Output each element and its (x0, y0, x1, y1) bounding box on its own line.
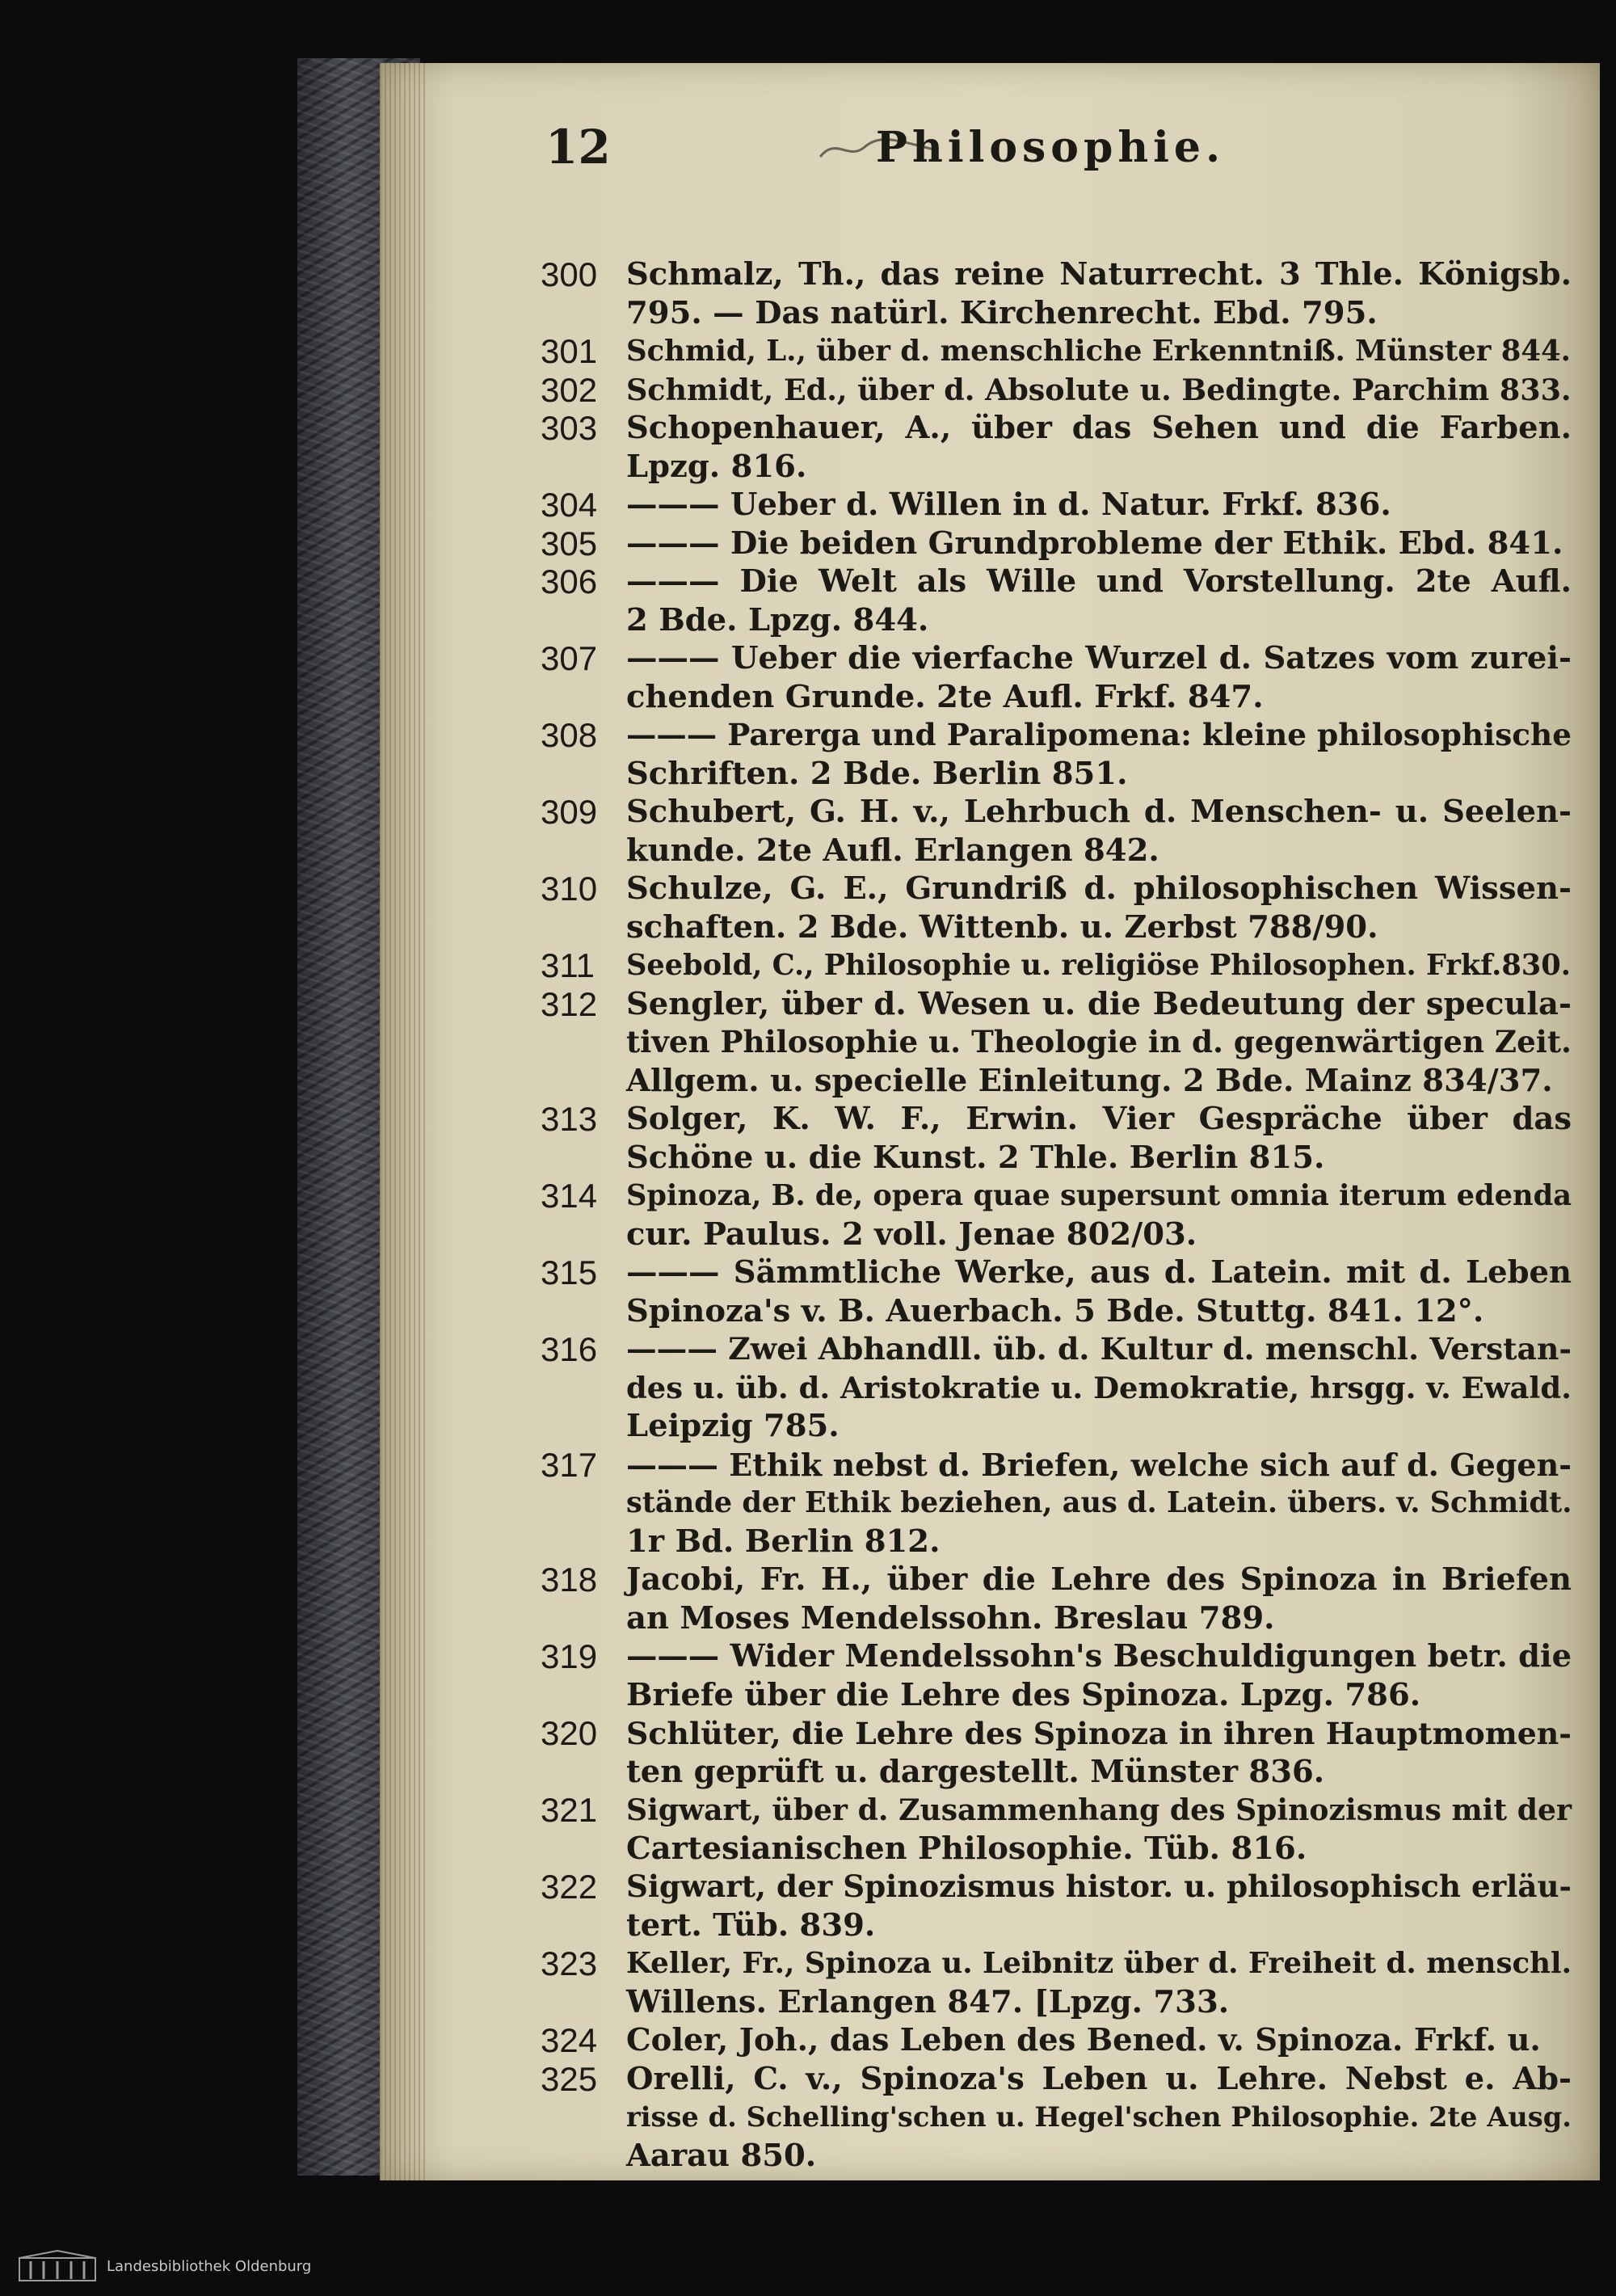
entry-text-line: ten geprüft u. dargestellt. Münster 836. (626, 1753, 1325, 1790)
entry-text-line: risse d. Schelling'schen u. Hegel'schen Philosophie. 2te Ausg. (626, 2100, 1572, 2133)
entry-text-line: ——— Ethik nebst d. Briefen, welche sich auf d. Gegen- (626, 1446, 1572, 1483)
entry-text-line: Briefe über die Lehre des Spinoza. Lpzg. 786. (626, 1676, 1421, 1713)
entry-text-line: chenden Grunde. 2te Aufl. Frkf. 847. (626, 678, 1264, 715)
entry-text-line: Jacobi, Fr. H., über die Lehre des Spinoza in Briefen (626, 1561, 1572, 1598)
entry-number: 302 (541, 370, 598, 409)
entry-text-line: Orelli, C. v., Spinoza's Leben u. Lehre. Nebst e. Ab- (626, 2060, 1572, 2097)
entry-text-line: stände der Ethik beziehen, aus d. Latein. übers. v. Schmidt. (626, 1486, 1572, 1519)
bibliography-entry (541, 486, 1572, 524)
bibliography-entry (541, 639, 1572, 716)
bibliography-entry (541, 562, 1572, 639)
entry-number: 301 (541, 332, 598, 370)
entry-text-line: Cartesianischen Philosophie. Tüb. 816. (626, 1830, 1307, 1867)
entry-number: 323 (541, 1944, 598, 1982)
entry-text-line: Aarau 850. (626, 2137, 817, 2174)
entry-text-line: kunde. 2te Aufl. Erlangen 842. (626, 832, 1159, 869)
page-number: 12 (545, 120, 611, 175)
entry-text-line: ——— Ueber d. Willen in d. Natur. Frkf. 836. (626, 487, 1391, 523)
entry-text-line: 2 Bde. Lpzg. 844. (626, 601, 929, 638)
entry-number: 311 (541, 946, 595, 984)
entry-text-line: Schlüter, die Lehre des Spinoza in ihren Hauptmomen- (626, 1715, 1572, 1751)
entry-number: 317 (541, 1445, 598, 1484)
entry-text-line: Lpzg. 816. (626, 448, 807, 485)
entry-text-line: Schmid, L., über d. menschliche Erkenntniß. Münster 844. (626, 335, 1572, 368)
entry-text-line: Schmalz, Th., das reine Naturrecht. 3 Thle. Königsb. (626, 256, 1572, 293)
entry-text-line: Schöne u. die Kunst. 2 Thle. Berlin 815. (626, 1139, 1325, 1176)
bibliography-entry (541, 1868, 1572, 1944)
entry-text-line: ——— Die Welt als Wille und Vorstellung. 2te Aufl. (626, 563, 1572, 600)
bibliography-entry (541, 1637, 1572, 1714)
bibliography-entry (541, 1100, 1572, 1177)
entry-number: 314 (541, 1177, 598, 1215)
page-content (541, 120, 1572, 2174)
entry-text-line: Spinoza's v. B. Auerbach. 5 Bde. Stuttg. 841. 12°. (626, 1292, 1484, 1329)
entry-text-line: 795. — Das natürl. Kirchenrecht. Ebd. 795. (626, 294, 1378, 331)
entry-text-line: ——— Sämmtliche Werke, aus d. Latein. mit d. Leben (626, 1254, 1572, 1291)
entry-text-line: Schulze, G. E., Grundriß d. philosophischen Wissen- (626, 870, 1572, 907)
entry-number: 316 (541, 1330, 598, 1368)
bibliography-entry (541, 1330, 1572, 1446)
entry-text-line: ——— Die beiden Grundprobleme der Ethik. Ebd. 841. (626, 524, 1563, 562)
bibliography-entry (541, 793, 1572, 870)
entry-number: 318 (541, 1561, 598, 1599)
bibliography-entry (541, 1791, 1572, 1868)
entry-number: 319 (541, 1637, 598, 1675)
entry-number: 321 (541, 1791, 598, 1829)
footer-bar (0, 2239, 1616, 2296)
entry-number: 300 (541, 255, 598, 293)
entry-text-line: Willens. Erlangen 847. [Lpzg. 733. (626, 1983, 1230, 2020)
entry-number: 309 (541, 793, 598, 831)
book-page (380, 63, 1600, 2180)
entry-number: 325 (541, 2059, 598, 2098)
bibliography-entry (541, 870, 1572, 946)
entry-number: 307 (541, 639, 598, 677)
entry-text-line: Schriften. 2 Bde. Berlin 851. (626, 755, 1128, 792)
entry-number: 308 (541, 716, 598, 754)
entry-text-line: Leipzig 785. (626, 1408, 840, 1444)
entry-number: 313 (541, 1100, 598, 1138)
bibliography-entry (541, 409, 1572, 486)
bibliography-entry (541, 2059, 1572, 2176)
entry-text-line: tiven Philosophie u. Theologie in d. gegenwärtigen Zeit. (626, 1024, 1572, 1060)
entry-text-line: Spinoza, B. de, opera quae supersunt omnia iterum edenda (626, 1179, 1572, 1212)
entry-text-line: Sigwart, über d. Zusammenhang des Spinozismus mit der (626, 1793, 1572, 1827)
page-header (545, 120, 1555, 189)
entry-number: 304 (541, 486, 598, 524)
entry-number: 312 (541, 984, 598, 1023)
bibliography-entry (541, 255, 1572, 332)
library-name: Landesbibliothek Oldenburg (107, 2258, 312, 2275)
bibliography-entry (541, 1445, 1572, 1561)
entry-text-line: schaften. 2 Bde. Wittenb. u. Zerbst 788/90. (626, 908, 1378, 946)
entry-number: 305 (541, 524, 598, 562)
bibliography-entry (541, 332, 1572, 371)
entry-text-line: cur. Paulus. 2 voll. Jenae 802/03. (626, 1215, 1197, 1253)
entry-number: 315 (541, 1253, 598, 1291)
bibliography-entry (541, 716, 1572, 793)
bibliography-entry (541, 2021, 1572, 2060)
entry-number: 322 (541, 1868, 598, 1906)
entry-text-line: Sigwart, der Spinozismus histor. u. philosophisch erläu- (626, 1868, 1572, 1904)
bibliography-entry (541, 524, 1572, 563)
entry-number: 303 (541, 409, 598, 447)
bibliography-entry (541, 1714, 1572, 1791)
entry-text-line: an Moses Mendelssohn. Breslau 789. (626, 1599, 1275, 1637)
bibliography-entry (541, 1944, 1572, 2021)
entry-number: 324 (541, 2021, 598, 2059)
entry-number: 306 (541, 562, 598, 600)
bibliography-entry (541, 370, 1572, 410)
library-building-icon (18, 2250, 97, 2282)
bibliography-list (541, 255, 1572, 2175)
running-title: Philosophie. (875, 123, 1226, 172)
entry-text-line: tert. Tüb. 839. (626, 1906, 876, 1944)
entry-number: 320 (541, 1714, 598, 1752)
entry-text-line: ——— Wider Mendelssohn's Beschuldigungen betr. die (626, 1638, 1572, 1675)
entry-text-line: Solger, K. W. F., Erwin. Vier Gespräche über das (626, 1101, 1572, 1137)
entry-text-line: des u. üb. d. Aristokratie u. Demokratie, hrsgg. v. Ewald. (626, 1369, 1572, 1405)
entry-number: 310 (541, 870, 598, 908)
entry-text-line: ——— Ueber die vierfache Wurzel d. Satzes vom zurei- (626, 640, 1572, 676)
entry-text-line: Schmidt, Ed., über d. Absolute u. Bedingte. Parchim 833. (626, 372, 1572, 407)
bibliography-entry (541, 1561, 1572, 1637)
bibliography-entry (541, 946, 1572, 985)
entry-text-line: Allgem. u. specielle Einleitung. 2 Bde. Mainz 834/37. (626, 1062, 1553, 1099)
entry-text-line: Keller, Fr., Spinoza u. Leibnitz über d. Freiheit d. menschl. (626, 1947, 1572, 1980)
entry-text-line: Sengler, über d. Wesen u. die Bedeutung der specula- (626, 985, 1572, 1022)
bibliography-entry (541, 984, 1572, 1101)
bibliography-entry (541, 1253, 1572, 1330)
entry-text-line: Schopenhauer, A., über das Sehen und die Farben. (626, 410, 1572, 446)
entry-text-line: ——— Zwei Abhandll. üb. d. Kultur d. menschl. Verstan- (626, 1331, 1572, 1367)
entry-text-line: 1r Bd. Berlin 812. (626, 1523, 941, 1560)
entry-text-line: ——— Parerga und Paralipomena: kleine philosophische (626, 717, 1572, 752)
entry-text-line: Coler, Joh., das Leben des Bened. v. Spinoza. Frkf. u. (626, 2022, 1541, 2058)
entry-text-line: Seebold, C., Philosophie u. religiöse Philosophen. Frkf.830. (626, 949, 1572, 982)
bibliography-entry (541, 1177, 1572, 1253)
entry-text-line: Schubert, G. H. v., Lehrbuch d. Menschen- u. Seelen- (626, 794, 1572, 830)
